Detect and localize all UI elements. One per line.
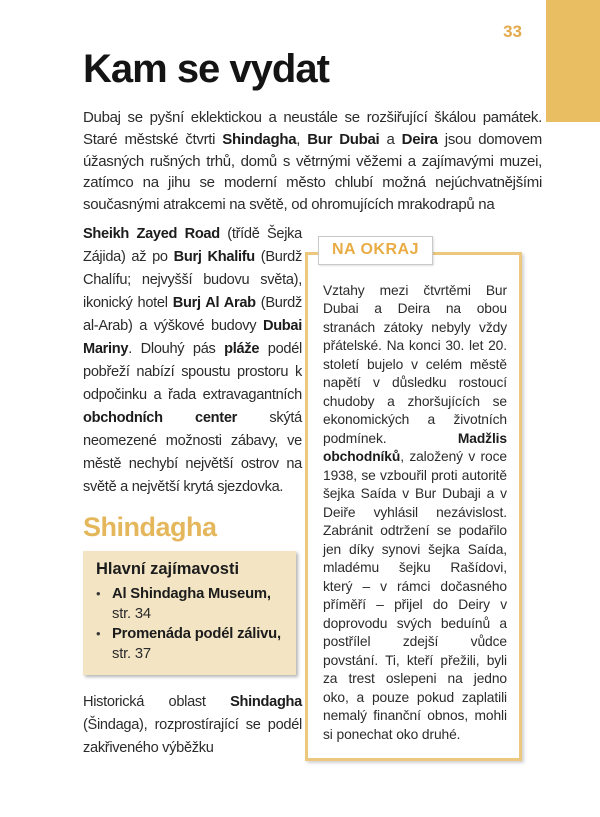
highlight-item xyxy=(96,584,285,624)
bullet-icon: • xyxy=(96,585,101,601)
bold-dubai-marina: Dubai Mariny xyxy=(83,317,302,357)
intro-paragraph: Dubaj se pyšní eklektickou a neustále se rozšiřující škálou památek. Staré městské čtvrti Shindagha, Bur Dubai a Deira jsou domovem úžasných rušných trhů, domů s větrnými věžemi a zajímavými muzei, zatímco na jihu se moderní město chlubí možná nejúchvatnějšími současnými atrakcemi na světě, od ohromujících mrakodrapů na xyxy=(83,109,542,214)
page-title: Kam se vydat xyxy=(83,47,329,91)
highlights-box xyxy=(83,551,296,675)
bold-plaze: pláže xyxy=(224,340,260,357)
bold-obchodni-centra: obchodních center xyxy=(83,409,238,426)
na-okraj-label: NA OKRAJ xyxy=(318,236,433,265)
left-column xyxy=(83,223,302,760)
highlight-name: Promenáda podél zálivu, xyxy=(112,625,281,642)
highlight-page-ref: str. 34 xyxy=(112,605,151,622)
body-paragraph: Sheikh Zayed Road (třídě Šejka Zájida) až po Burj Khalifu (Burdž Chalífu; nejvyšší budovu světa), ikonický hotel Burj Al Arab (Burdž al-Arab) a výškové budovy Dubai Mariny. Dlouhý pás pláže podél pobřeží nabízí spoustu prostoru k odpočinku a řada extravagantních obchodních center skýtá neomezené možnosti zábavy, ve městě nechybí největší ostrov na světě a největší krytá sjezdovka. xyxy=(83,225,302,495)
bold-burj-khalifa: Burj Khalifu xyxy=(173,248,255,265)
bullet-icon: • xyxy=(96,625,101,641)
bold-burj-al-arab: Burj Al Arab xyxy=(172,294,256,311)
page-edge-gold-tab xyxy=(546,0,600,122)
bold-shindagha-closing: Shindagha xyxy=(230,693,302,710)
highlights-heading: Hlavní zajímavosti xyxy=(96,559,240,578)
sidebar-paragraph: Vztahy mezi čtvrtěmi Bur Dubai a Deira na obou stranách zátoky nebyly vždy přátelské. Na konci 30. let 20. století bujelo v celém městě napětí v důsledku rostoucí chudoby a zhoršujících se ekonomických a životních podmínek. Madžlis obchodníků, založený v roce 1938, se vzbouřil proti autoritě šejka Saída v Bur Dubaji a v Deiře vyhlásil nezávislost. Zabránit odtržení se podařilo jen díky synovi šejka Saída, mladému šejku Rašídovi, který – v rámci dočasného příměří – přijel do Deiry v doprovodu svých beduínů a postřílel zdejší vůdce povstání. Ti, kteří přežili, byli za trest oslepeni na jedno oko, a pouze pokud zaplatili nemalý finanční obnos, mohli si ponechat oko druhé. xyxy=(323,282,507,742)
page-number: 33 xyxy=(503,22,522,41)
na-okraj-box xyxy=(305,240,522,762)
bold-madzlis: Madžlis obchodníků xyxy=(323,430,507,465)
page-content xyxy=(83,0,542,761)
two-column-area xyxy=(83,223,542,762)
intro-bold-bur-dubai: Bur Dubai xyxy=(307,130,380,148)
intro-text: Dubaj se pyšní eklektickou a neustále se rozšiřující škálou památek. Staré městské čtvrti xyxy=(83,109,542,148)
bold-sheikh-zayed-road: Sheikh Zayed Road xyxy=(83,225,220,242)
right-column xyxy=(305,223,522,762)
closing-paragraph: Historická oblast Shindagha (Šindaga), rozprostírající se podél zakřiveného výběžku xyxy=(83,693,302,756)
intro-bold-deira: Deira xyxy=(401,130,438,148)
highlight-page-ref: str. 37 xyxy=(112,645,151,662)
highlight-item xyxy=(96,624,285,664)
intro-bold-shindagha: Shindagha xyxy=(222,130,297,148)
section-heading-shindagha: Shindagha xyxy=(83,511,217,542)
highlight-name: Al Shindagha Museum, xyxy=(112,585,271,602)
